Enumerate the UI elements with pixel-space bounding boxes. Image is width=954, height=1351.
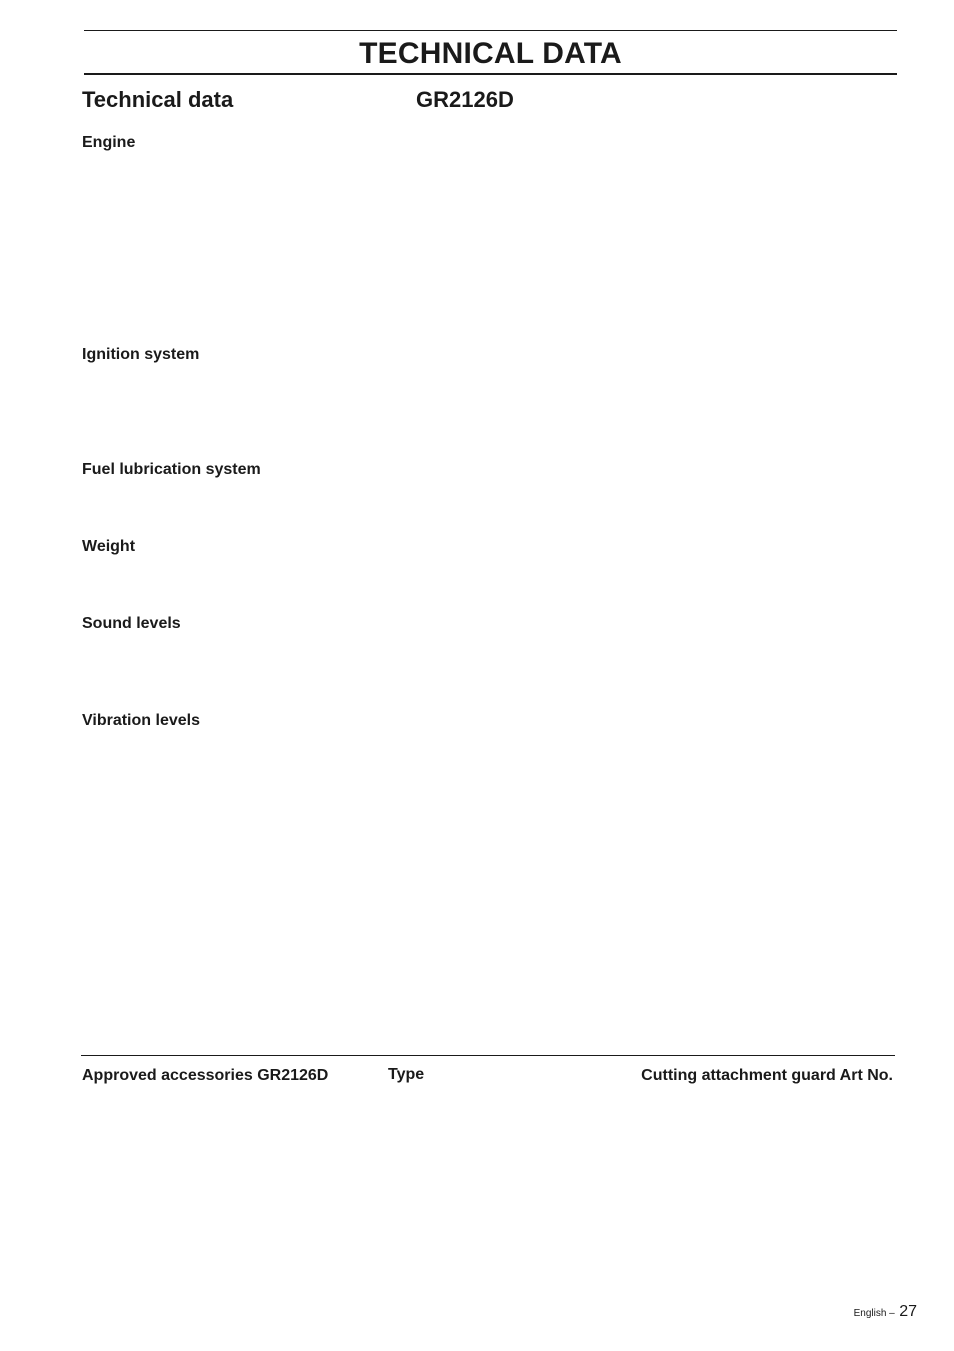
fuel-lubrication-label: Fuel lubrication system	[82, 461, 261, 478]
approved-accessories-header: Approved accessories GR2126D	[82, 1067, 329, 1084]
section-heading: Technical data	[82, 87, 234, 112]
page-footer	[854, 1301, 917, 1325]
sound-levels-label: Sound levels	[82, 615, 181, 632]
page-number: 27	[899, 1303, 917, 1320]
vibration-levels-label: Vibration levels	[82, 712, 200, 729]
footer-language: English –	[853, 1308, 895, 1319]
guard-art-no-header: Cutting attachment guard Art No.	[641, 1067, 893, 1084]
weight-label: Weight	[82, 538, 136, 555]
title-rule	[84, 73, 897, 75]
model-heading: GR2126D	[416, 87, 514, 112]
accessories-rule	[81, 1055, 895, 1056]
top-rule	[84, 30, 897, 31]
type-header: Type	[388, 1066, 425, 1083]
page-title: TECHNICAL DATA	[359, 37, 622, 70]
engine-label: Engine	[82, 134, 136, 151]
ignition-system-label: Ignition system	[82, 346, 200, 363]
